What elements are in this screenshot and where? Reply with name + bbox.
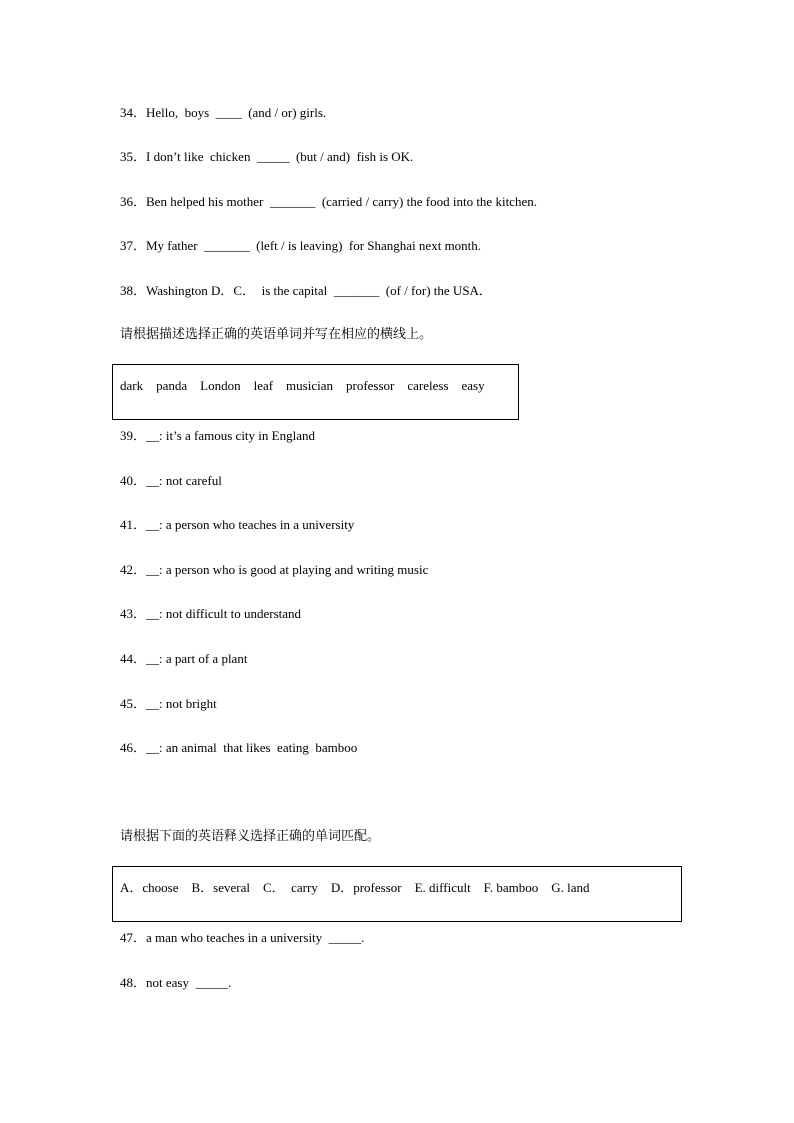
question-35: 35．I don’t like chicken _____ (but / and) fish is OK. [120, 149, 414, 164]
word-bank-1: dark panda London leaf musician professor careless easy [120, 378, 485, 393]
question-47: 47．a man who teaches in a university _____. [120, 930, 365, 945]
word-bank-box-1 [112, 364, 519, 420]
question-37: 37．My father _______ (left / is leaving) for Shanghai next month. [120, 238, 482, 253]
question-46: 46．__: an animal that likes eating bamboo [120, 740, 358, 755]
section3-instruction: 请根据下面的英语释义选择正确的单词匹配。 [120, 829, 381, 844]
question-41: 41．__: a person who teaches in a university [120, 517, 355, 532]
question-42: 42．__: a person who is good at playing and writing music [120, 562, 429, 577]
question-43: 43．__: not difficult to understand [120, 606, 302, 621]
question-44: 44．__: a part of a plant [120, 651, 248, 666]
question-45: 45．__: not bright [120, 696, 217, 711]
question-40: 40．__: not careful [120, 473, 222, 488]
question-48: 48．not easy _____. [120, 975, 232, 990]
word-bank-box-2 [112, 866, 682, 922]
question-39: 39．__: it’s a famous city in England [120, 428, 315, 443]
question-38: 38．Washington D．C． is the capital _______ (of / for) the USA． [120, 283, 492, 298]
question-36: 36．Ben helped his mother _______ (carried / carry) the food into the kitchen. [120, 194, 537, 209]
section2-instruction: 请根据描述选择正确的英语单词并写在相应的横线上。 [120, 327, 433, 342]
word-bank-2: A．choose B．several C． carry D．professor E. difficult F. bamboo G. land [120, 880, 590, 895]
question-34: 34．Hello, boys ____ (and / or) girls. [120, 105, 327, 120]
